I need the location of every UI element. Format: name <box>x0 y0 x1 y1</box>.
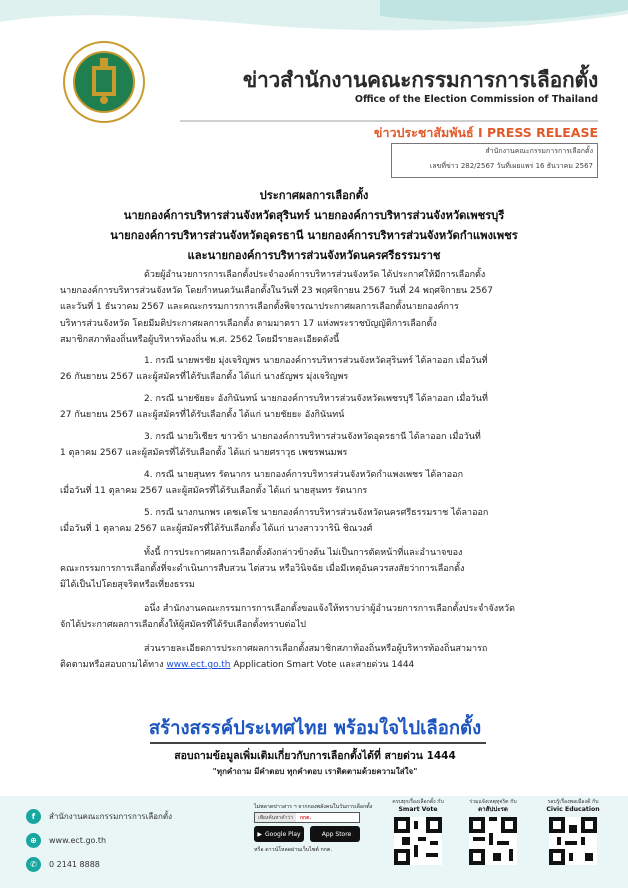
google-play-badge[interactable]: ▶ Google Play <box>254 826 304 842</box>
intro-line: ด้วยผู้อำนวยการการเลือกตั้งประจำองค์การบริหารส่วนจังหวัด ได้ประกาศให้มีการเลือกตั้ง <box>144 270 486 280</box>
qr-caption-smart-vote: ครบทุกเรื่องเลือกตั้ง กับ Smart Vote <box>392 799 444 813</box>
closing-paragraph-1: ทั้งนี้ การประกาศผลการเลือกตั้งดังกล่าวข้างต้น ไม่เป็นการตัดหน้าที่และอำนาจของ คณะกรรมการการเลือกตั้งที่จะดำเนินการสืบสวน ไต่สวน หรือวินิจฉัย เมื่อมีเหตุอันควรสงสัยว่าการเลือกตั้ง มิได้เป็นไปโดยสุจริตหรือเที่ยงธรรม <box>60 548 465 591</box>
news-box-number: เลขที่ข่าว 282/2567 วันที่เผยแพร่ 16 ธันวาคม 2567 <box>429 162 593 170</box>
qr-caption-civic-education: รอบรู้เรื่องพลเมืองดี กับ Civic Education <box>546 799 600 813</box>
ect-seal-logo <box>62 40 146 124</box>
closing-paragraph-2: อนึ่ง สำนักงานคณะกรรมการการเลือกตั้งขอแจ้งให้ทราบว่าผู้อำนวยการการเลือกตั้งประจำจังหวัด จักได้ประกาศผลการเลือกตั้งให้ผู้สมัครที่ได้รับเลือกตั้งทราบต่อไป <box>60 604 515 631</box>
qr-code-smart-vote[interactable] <box>394 817 442 865</box>
closing-paragraph-3: ส่วนรายละเอียดการประกาศผลการเลือกตั้งสมาชิกสภาท้องถิ่นหรือผู้บริหารท้องถิ่นสามารถ ติดตามหรือสอบถามได้ทาง www.ect.go.th Application Smart Vote และสายด่วน 1444 <box>60 644 488 671</box>
result-item-4: 4. กรณี นายสุนทร รัตนากร นายกองค์การบริหารส่วนจังหวัดกำแพงเพชร ได้ลาออก เมื่อวันที่ 11 ตุลาคม 2567 และผู้สมัครที่ได้รับเลือกตั้ง ได้แก่ นายสุนทร รัตนากร <box>60 470 464 497</box>
result-item-3: 3. กรณี นายวิเชียร ขาวข้า นายกองค์การบริหารส่วนจังหวัดอุดรธานี ได้ลาออก เมื่อวันที่ 1 ตุลาคม 2567 และผู้สมัครที่ได้รับเลือกตั้ง ได้แก่ นายศราวุธ เพชรพนมพร <box>60 432 481 459</box>
result-item-2: 2. กรณี นายชัยยะ อังกินันทน์ นายกองค์การบริหารส่วนจังหวัดเพชรบุรี ได้ลาออก เมื่อวันที่ 27 กันยายน 2567 และผู้สมัครที่ได้รับเลือกตั้ง ได้แก่ นายชัยยะ อังกินันทน์ <box>60 394 488 421</box>
news-box-org: สำนักงานคณะกรรมการการเลือกตั้ง <box>485 147 593 155</box>
qr-caption-tasapparod: ร่วมแจ้งเหตุทุจริต กับ ตาสัปปะรด <box>469 799 517 813</box>
intro-line: นายกองค์การบริหารส่วนจังหวัด โดยกำหนดวันเลือกตั้งในวันที่ 23 พฤศจิกายน 2567 วันที่ 24 พฤศจิกายน 2567 <box>60 286 493 297</box>
app-search-box: เพียงค้นหาคำว่า กกต. <box>254 812 360 823</box>
contact-facebook[interactable]: f สำนักงานคณะกรรมการการเลือกตั้ง <box>26 808 172 824</box>
org-name-thai: ข่าวสำนักงานคณะกรรมการการเลือกตั้ง <box>242 68 598 92</box>
qr-code-tasapparod[interactable] <box>469 817 517 865</box>
title-line-1: ประกาศผลการเลือกตั้ง <box>259 189 369 202</box>
contact-website[interactable]: ⊕ www.ect.go.th <box>26 832 106 848</box>
play-icon: ▶ <box>257 830 263 838</box>
facebook-icon: f <box>26 809 41 824</box>
header-divider <box>180 120 598 122</box>
intro-line: และวันที่ 1 ธันวาคม 2567 และคณะกรรมการการเลือกตั้งพิจารณาประกาศผลการเลือกตั้งนายกองค์การ <box>60 302 459 313</box>
title-line-3: นายกองค์การบริหารส่วนจังหวัดอุดรธานี นายกองค์การบริหารส่วนจังหวัดกำแพงเพชร <box>110 229 518 242</box>
press-release-label: ข่าวประชาสัมพันธ์ I PRESS RELEASE <box>373 125 598 140</box>
app-download-note: หรือ ดาวน์โหลดผ่านเว็บไซต์ กกต. <box>254 847 332 853</box>
news-number-box <box>391 143 598 178</box>
app-store-badge[interactable]: App Store <box>310 826 360 842</box>
hotline-text: สอบถามข้อมูลเพิ่มเติมเกี่ยวกับการเลือกตั้งได้ที่ สายด่วน 1444 <box>174 750 456 762</box>
ect-website-link[interactable]: www.ect.go.th <box>166 660 231 671</box>
globe-icon: ⊕ <box>26 833 41 848</box>
result-item-1: 1. กรณี นายพรชัย มุ่งเจริญพร นายกองค์การบริหารส่วนจังหวัดสุรินทร์ ได้ลาออก เมื่อวันที่ 26 กันยายน 2567 และผู้สมัครที่ได้รับเลือกตั้ง ได้แก่ นางธัญพร มุ่งเจริญพร <box>60 356 488 383</box>
contact-phone[interactable]: ✆ 0 2141 8888 <box>26 856 100 872</box>
title-line-4: และนายกองค์การบริหารส่วนจังหวัดนครศรีธรรมราช <box>187 249 441 262</box>
qr-code-civic-education[interactable] <box>549 817 597 865</box>
campaign-slogan: สร้างสรรค์ประเทศไทย พร้อมใจไปเลือกตั้ง <box>148 718 482 739</box>
intro-line: บริหารส่วนจังหวัด โดยมีมติประกาศผลการเลือกตั้ง ตามมาตรา 17 แห่งพระราชบัญญัติการเลือกตั้ง <box>60 318 437 329</box>
result-item-5: 5. กรณี นางกนกพร เดชเดโช นายกองค์การบริหารส่วนจังหวัดนครศรีธรรมราช ได้ลาออก เมื่อวันที่ 1 ตุลาคม 2567 และผู้สมัครที่ได้รับเลือกตั้ง ได้แก่ นางสาววารินิ ชิณวงศ์ <box>60 508 489 535</box>
header-wave-band <box>0 0 628 40</box>
org-name-english: Office of the Election Commission of Thailand <box>354 94 598 105</box>
intro-line: สมาชิกสภาท้องถิ่นหรือผู้บริหารท้องถิ่น พ.ศ. 2562 โดยมีรายละเอียดดังนี้ <box>60 334 340 345</box>
app-caption: ไม่พลาดข่าวสาร ฯ จากกองพลังคนในวันการเลือกตั้ง <box>254 804 373 810</box>
intro-paragraph <box>60 267 568 348</box>
phone-icon: ✆ <box>26 857 41 872</box>
hotline-tagline: "ทุกคำถาม มีคำตอบ ทุกคำตอบ เราติดตามด้วยความใส่ใจ" <box>212 767 418 776</box>
hotline-divider <box>150 742 486 744</box>
title-line-2: นายกองค์การบริหารส่วนจังหวัดสุรินทร์ นายกองค์การบริหารส่วนจังหวัดเพชรบุรี <box>123 209 505 222</box>
